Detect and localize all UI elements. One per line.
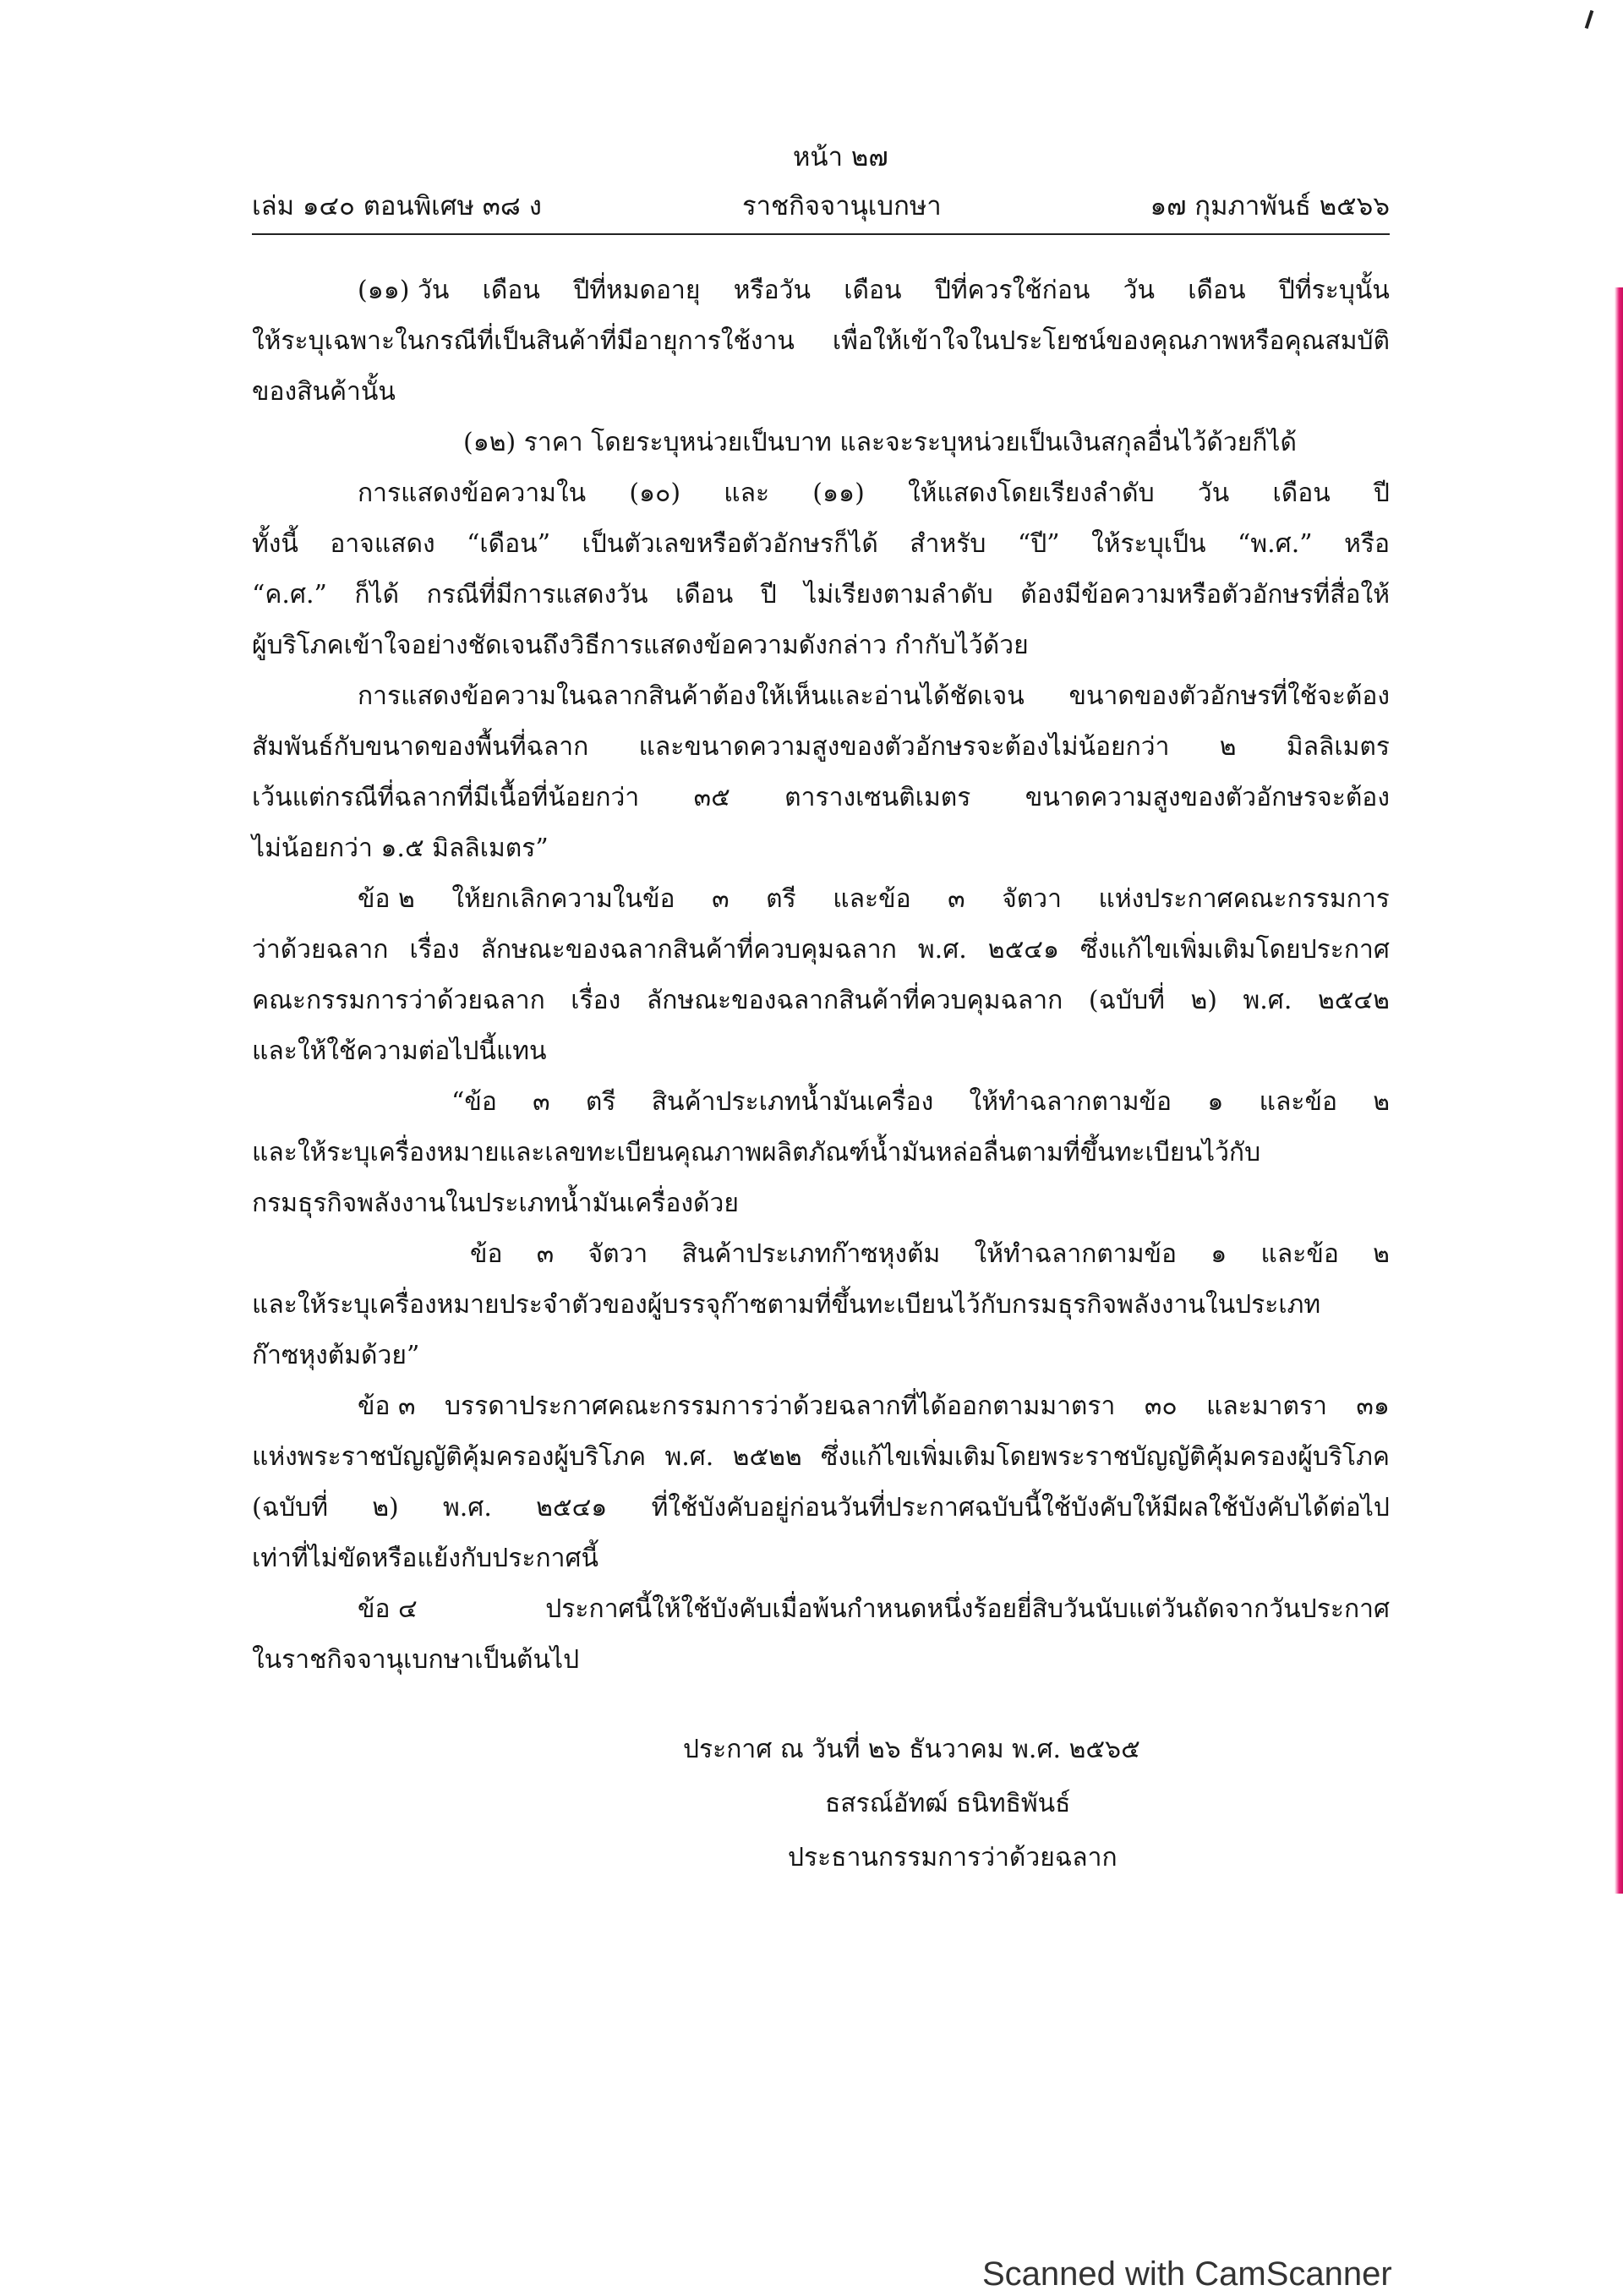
- word: ๒๕๔๑: [987, 935, 1060, 965]
- text-line: ของสินค้านั้น: [252, 377, 396, 407]
- word: ๓๑: [1356, 1391, 1390, 1421]
- gazette-header: [252, 135, 1390, 230]
- word: ๒: [1219, 732, 1237, 762]
- publication-date: ๑๗ กุมภาพันธ์ ๒๕๖๖: [1150, 191, 1390, 221]
- word: ข้อ ๒: [358, 884, 415, 914]
- word: และมาตรา: [1206, 1391, 1327, 1421]
- text-line: [252, 1128, 1390, 1178]
- word: วัน: [1123, 276, 1155, 305]
- text-line: [252, 773, 1390, 823]
- word: ๑: [1207, 1087, 1224, 1117]
- text-line: [252, 874, 1390, 925]
- word: ปี: [760, 580, 777, 610]
- gazette-name: ราชกิจจานุเบกษา: [742, 191, 942, 221]
- announcement-date: ประกาศ ณ วันที่ ๒๖ ธันวาคม พ.ศ. ๒๕๖๕: [683, 1735, 1140, 1764]
- article-2: [252, 874, 1390, 1077]
- word: ประกาศนี้ให้ใช้บังคับเมื่อพ้นกำหนดหนึ่งร้อยยี่สิบวันนับแต่วันถัดจากวันประกาศ: [545, 1594, 1390, 1624]
- article-3-chattawa-quote: [252, 1229, 1390, 1381]
- word: จัตวา: [1002, 884, 1062, 914]
- text-line: เท่าที่ไม่ขัดหรือแย้งกับประกาศนี้: [252, 1544, 599, 1573]
- word: ซึ่งแก้ไขเพิ่มเติมโดยพระราชบัญญัติคุ้มครองผู้บริโภค: [821, 1442, 1390, 1472]
- text-line: [252, 925, 1390, 976]
- word: ที่ใช้บังคับอยู่ก่อนวันที่ประกาศฉบับนี้ใช้บังคับให้มีผลใช้บังคับได้ต่อไป: [651, 1493, 1390, 1522]
- word: เดือน: [675, 580, 734, 610]
- word: อาจแสดง: [330, 529, 435, 559]
- scan-pink-edge: [1615, 287, 1623, 1894]
- text-line: ผู้บริโภคเข้าใจอย่างชัดเจนถึงวิธีการแสดงข้อความดังกล่าว กำกับไว้ด้วย: [252, 631, 1029, 660]
- word: ลักษณะของฉลากสินค้าที่ควบคุมฉลาก: [646, 986, 1063, 1015]
- word: พ.ศ.: [1243, 986, 1292, 1015]
- word: และขนาดความสูงของตัวอักษรจะต้องไม่น้อยกว่า: [638, 732, 1170, 762]
- word: ปีที่ระบุนั้น: [1278, 276, 1390, 305]
- word: ให้แสดงโดยเรียงลำดับ: [907, 478, 1155, 508]
- word: ว่าด้วยฉลาก: [252, 935, 389, 965]
- word: มิลลิเมตร: [1286, 732, 1390, 762]
- word: บรรดาประกาศคณะกรรมการว่าด้วยฉลากที่ได้ออกตามมาตรา: [445, 1391, 1116, 1421]
- word: ให้ระบุเฉพาะในกรณีที่เป็นสินค้าที่มีอายุการใช้งาน: [252, 326, 795, 356]
- text-line: ก๊าซหุงต้มด้วย”: [252, 1341, 420, 1370]
- word: ๒๕๔๒: [1317, 986, 1390, 1015]
- article-3-tri-quote: [252, 1077, 1390, 1229]
- word: ๒: [1373, 1087, 1390, 1117]
- text-line: กรมธุรกิจพลังงานในประเภทน้ำมันเครื่องด้วย: [252, 1189, 739, 1218]
- word: และข้อ: [1259, 1087, 1337, 1117]
- signature-block: [252, 1723, 1390, 1885]
- word: (ฉบับที่: [252, 1493, 328, 1522]
- letter-size-paragraph: [252, 671, 1390, 874]
- text-line: ไม่น้อยกว่า ๑.๕ มิลลิเมตร”: [252, 834, 549, 863]
- clause-11-expiry: [252, 265, 1390, 418]
- word: หรือ: [1344, 529, 1390, 559]
- word: “พ.ศ.”: [1238, 529, 1313, 559]
- word: ต้องมีข้อความหรือตัวอักษรที่สื่อให้: [1020, 580, 1390, 610]
- word: ปีที่หมดอายุ: [573, 276, 701, 305]
- word: ให้ระบุเป็น: [1091, 529, 1206, 559]
- text-line: [252, 1584, 1390, 1635]
- word: ๓: [948, 884, 965, 914]
- clause-12-price: (๑๒) ราคา โดยระบุหน่วยเป็นบาท และจะระบุหน่วยเป็นเงินสกุลอื่นไว้ด้วยก็ได้: [463, 428, 1298, 457]
- page-number: หน้า ๒๗: [793, 142, 888, 172]
- word: การแสดงข้อความใน: [358, 478, 587, 508]
- text-line: [252, 722, 1390, 773]
- word: ๒๕๒๒: [732, 1442, 802, 1472]
- text-line: [252, 1077, 1390, 1128]
- word: วัน: [1197, 478, 1230, 508]
- word: กรณีที่มีการแสดงวัน: [426, 580, 648, 610]
- article-3: [252, 1381, 1390, 1584]
- word: (๑๑): [812, 478, 865, 508]
- word: ให้ทำฉลากตามข้อ: [974, 1239, 1178, 1269]
- word: ทั้งนี้: [252, 529, 298, 559]
- word: เรื่อง: [571, 986, 621, 1015]
- word: (ฉบับที่: [1088, 986, 1165, 1015]
- word: “ค.ศ.”: [252, 580, 327, 610]
- word: เดือน: [1188, 276, 1246, 305]
- word: ข้อ ๓: [358, 1391, 416, 1421]
- word: ตารางเซนติเมตร: [784, 783, 971, 812]
- word: ๓๐: [1144, 1391, 1178, 1421]
- word: ข้อ: [470, 1239, 503, 1269]
- word: ตรี: [585, 1087, 616, 1117]
- word: แห่งประกาศคณะกรรมการ: [1098, 884, 1390, 914]
- word: (๑๐): [629, 478, 681, 508]
- word: เว้นแต่กรณีที่ฉลากที่มีเนื้อที่น้อยกว่า: [252, 783, 640, 812]
- word: ๒): [1190, 986, 1217, 1015]
- word: ซึ่งแก้ไขเพิ่มเติมโดยประกาศ: [1080, 935, 1390, 965]
- word: เดือน: [844, 276, 902, 305]
- word: ให้ทำฉลากตามข้อ: [969, 1087, 1172, 1117]
- word: ๓: [533, 1087, 550, 1117]
- word: เรื่อง: [409, 935, 460, 965]
- word: เป็นตัวเลขหรือตัวอักษรก็ได้: [582, 529, 878, 559]
- word: และให้ระบุเครื่องหมายประจำตัวของผู้บรรจุก๊าซตามที่ขึ้นทะเบียนไว้กับกรมธุรกิจพลังงานในประเภท: [252, 1290, 1321, 1320]
- text-line: [252, 468, 1390, 519]
- word: ปีที่ควรใช้ก่อน: [934, 276, 1090, 305]
- word: หรือวัน: [733, 276, 812, 305]
- text-line: [252, 671, 1390, 722]
- header-rule: [252, 233, 1390, 235]
- word: สินค้าประเภทก๊าซหุงต้ม: [681, 1239, 941, 1269]
- word: การแสดงข้อความในฉลากสินค้าต้องให้เห็นและอ่านได้ชัดเจน: [358, 681, 1025, 711]
- document-page: [252, 135, 1390, 1885]
- volume-issue: เล่ม ๑๔๐ ตอนพิเศษ ๓๘ ง: [252, 191, 542, 221]
- text-line: ในราชกิจจานุเบกษาเป็นต้นไป: [252, 1645, 580, 1675]
- word: พ.ศ.: [917, 935, 967, 965]
- signer-name: ธสรณ์อัทฒ์ ธนิทธิพันธ์: [825, 1789, 1071, 1818]
- word: และข้อ: [1260, 1239, 1339, 1269]
- word: ขนาดของตัวอักษรที่ใช้จะต้อง: [1068, 681, 1390, 711]
- word: และให้ระบุเครื่องหมายและเลขทะเบียนคุณภาพผลิตภัณฑ์น้ำมันหล่อลื่นตามที่ขึ้นทะเบียนไว้กับ: [252, 1138, 1261, 1167]
- word: สำหรับ: [910, 529, 986, 559]
- word: ๒: [1373, 1239, 1390, 1269]
- word: ข้อ ๔: [358, 1594, 418, 1624]
- word: “ปี”: [1017, 529, 1060, 559]
- camscanner-watermark: Scanned with CamScanner: [982, 2255, 1392, 2293]
- word: (๑๑) วัน: [358, 276, 450, 305]
- scan-pen-mark: [1585, 10, 1594, 29]
- word: ๓: [712, 884, 730, 914]
- word: “ข้อ: [451, 1087, 497, 1117]
- word: ๓๕: [693, 783, 730, 812]
- word: ๓: [536, 1239, 555, 1269]
- word: เดือน: [482, 276, 540, 305]
- article-4: [252, 1584, 1390, 1686]
- word: สินค้าประเภทน้ำมันเครื่อง: [651, 1087, 934, 1117]
- word: ขนาดความสูงของตัวอักษรจะต้อง: [1025, 783, 1390, 812]
- text-line: [252, 1280, 1390, 1331]
- word: พ.ศ.: [664, 1442, 714, 1472]
- text-line: [252, 519, 1390, 570]
- text-line: [252, 265, 1390, 316]
- word: ก็ได้: [354, 580, 400, 610]
- word: เพื่อให้เข้าใจในประโยชน์ของคุณภาพหรือคุณสมบัติ: [832, 326, 1390, 356]
- text-line: [252, 316, 1390, 367]
- word: พ.ศ.: [442, 1493, 492, 1522]
- word: ๒๕๔๑: [536, 1493, 608, 1522]
- word: ปี: [1373, 478, 1390, 508]
- text-line: [252, 1229, 1390, 1280]
- word: ให้ยกเลิกความในข้อ: [451, 884, 675, 914]
- text-line: [252, 570, 1390, 620]
- word: จัตวา: [587, 1239, 648, 1269]
- word: และข้อ: [833, 884, 911, 914]
- word: และ: [724, 478, 770, 508]
- word: แห่งพระราชบัญญัติคุ้มครองผู้บริโภค: [252, 1442, 647, 1472]
- word: “เดือน”: [467, 529, 551, 559]
- document-body: [252, 265, 1390, 1686]
- text-line: [252, 976, 1390, 1026]
- date-display-paragraph: [252, 468, 1390, 671]
- word: ลักษณะของฉลากสินค้าที่ควบคุมฉลาก: [480, 935, 897, 965]
- word: คณะกรรมการว่าด้วยฉลาก: [252, 986, 545, 1015]
- text-line: และให้ใช้ความต่อไปนี้แทน: [252, 1036, 547, 1066]
- word: ตรี: [766, 884, 796, 914]
- text-line: [252, 1432, 1390, 1483]
- text-line: [252, 1483, 1390, 1533]
- word: เดือน: [1272, 478, 1331, 508]
- word: ๒): [372, 1493, 399, 1522]
- signer-title: ประธานกรรมการว่าด้วยฉลาก: [788, 1843, 1118, 1872]
- word: ๑: [1210, 1239, 1227, 1269]
- text-line: [252, 1381, 1390, 1432]
- word: ไม่เรียงตามลำดับ: [804, 580, 993, 610]
- word: สัมพันธ์กับขนาดของพื้นที่ฉลาก: [252, 732, 589, 762]
